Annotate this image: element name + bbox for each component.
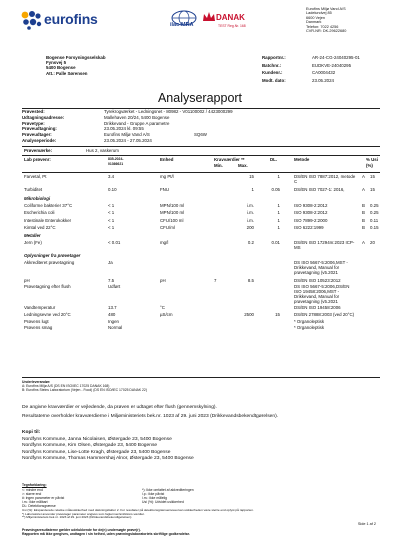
legend-note: **) Miljøministeriets bek.nr. 1023 af 29. juni 2023 (Drikkevandsbekendtgørelsen) bbox=[22, 515, 132, 520]
cell-dl: 0.01 bbox=[271, 239, 280, 245]
cell-method: ISO 6222:1999 bbox=[294, 225, 324, 231]
cell-dl: 1 bbox=[277, 203, 280, 208]
cell-unit: pH bbox=[160, 277, 166, 283]
company-block bbox=[306, 7, 346, 33]
customer-name: Bogense Forsyningsselskab bbox=[46, 55, 106, 60]
meta-value: 23.05.2024 bbox=[312, 77, 334, 83]
section-title: Oplysninger fra prøvetager bbox=[24, 252, 81, 258]
cell-name: Farvetal, Pt bbox=[24, 174, 47, 179]
cell-acc: A bbox=[362, 174, 365, 179]
sub-title: Underleverandør: bbox=[22, 380, 51, 384]
cell-method: * Organoleptisk bbox=[294, 318, 325, 324]
statements bbox=[22, 405, 380, 420]
cell-unit: °C bbox=[160, 304, 165, 310]
cell-name: Coliforme bakterier 37°C bbox=[24, 203, 73, 208]
cell-unit: µS/cm bbox=[160, 311, 173, 317]
cell-name: Akkrediteret prøvetagning bbox=[24, 259, 75, 265]
legend-item: Usi (%): Udvidet usikkerhed bbox=[142, 500, 184, 504]
cell-dl: 0.05 bbox=[271, 187, 280, 192]
divider bbox=[22, 146, 380, 147]
table-row bbox=[22, 174, 380, 187]
cell-name: Prøvetagning efter flush bbox=[24, 283, 71, 289]
cell-val: Ingen bbox=[108, 318, 119, 324]
cell-name: Turbiditet bbox=[24, 187, 43, 192]
meta-label: Kundenr.: bbox=[262, 70, 283, 76]
cell-method: DS/EN ISO 10523:2012 bbox=[294, 277, 341, 283]
company-line: 6600 Vejen bbox=[306, 15, 326, 20]
cell-max: 200 bbox=[246, 225, 254, 231]
cell-dl: 1 bbox=[277, 217, 280, 223]
cell-val: < 1 bbox=[108, 225, 115, 231]
cell-name: Jern (Fe) bbox=[24, 239, 42, 245]
cell-usi: 0.25 bbox=[370, 203, 379, 208]
sample-info bbox=[22, 109, 380, 144]
info-value: Eurofins Miljø Vand A/S bbox=[104, 132, 150, 138]
cell-max: 1 bbox=[251, 187, 254, 192]
meta-value: EUDKVE-24040295 bbox=[312, 62, 352, 68]
cell-val: 7.5 bbox=[108, 277, 115, 283]
th-lab: Lab prøvenr: bbox=[24, 157, 51, 162]
info-value: Mallehaven 20/24, 5400 Bogense bbox=[104, 114, 170, 120]
copies-title: Kopi til: bbox=[22, 430, 41, 435]
danak-sub: TEST Reg.Nr. 168 bbox=[218, 24, 246, 28]
results-table bbox=[22, 174, 380, 374]
cell-acc: A bbox=[362, 239, 365, 245]
footer-line: Rapporten må ikke gengives, undtagen i sin helhed, uden prøvningslaboratoriets skriftlige godkendelse. bbox=[22, 532, 191, 536]
th-dl: DL. bbox=[270, 157, 278, 162]
info-label: Prøvetype: bbox=[22, 120, 45, 126]
cell-method: DS/EN ISO 7027-1: 2016, bbox=[294, 187, 345, 192]
th-min: Min. bbox=[214, 163, 223, 168]
customer-att: Att.: Palle Sørensen bbox=[46, 70, 88, 76]
section-heading bbox=[22, 233, 380, 240]
cell-val: 480 bbox=[108, 311, 116, 317]
divider bbox=[22, 172, 380, 173]
cell-max: i.m. bbox=[246, 217, 254, 223]
meta-value: CA0004432 bbox=[312, 70, 336, 76]
table-row bbox=[22, 312, 380, 319]
section-title: Mikrobiologi bbox=[24, 196, 51, 201]
cell-method: ISO 9308-2:2012 bbox=[294, 203, 328, 208]
legend-note: *) Laboratoriet anvender prøvetager parameter angives som fagtermer/ambitions-værdier. bbox=[22, 511, 145, 516]
cell-method: DS/EN ISO 19458:2006 bbox=[294, 304, 341, 310]
info-label: Prøvested: bbox=[22, 109, 45, 114]
cell-name: Ledningsevne ved 20°C bbox=[24, 311, 71, 317]
cell-method: DS/EN ISO 17294m:2023 ICP-MS bbox=[294, 239, 355, 250]
legend-item: *): Ikke omfattet af akkrediteringen bbox=[142, 488, 194, 492]
info-label: Prøveudtagning: bbox=[22, 126, 57, 132]
cell-val: Ja bbox=[108, 259, 113, 265]
cell-dl: 1 bbox=[277, 210, 280, 216]
cell-usi: 0.11 bbox=[370, 217, 379, 223]
table-header bbox=[22, 157, 380, 171]
cell-val: < 1 bbox=[108, 203, 115, 208]
eurofins-logo-icon bbox=[20, 10, 42, 30]
cell-usi: 0.15 bbox=[370, 225, 379, 231]
meta-label: Batchnr.: bbox=[262, 62, 282, 68]
cell-name: Escherichia coli bbox=[24, 210, 55, 216]
legend-item: DL: Detektionsgrænse bbox=[22, 504, 56, 508]
page-title: Analyserapport bbox=[157, 91, 243, 105]
cell-max: i.m. bbox=[246, 203, 254, 208]
cell-name: Prøvens lugt bbox=[24, 318, 49, 324]
th-sample-2: 01366621 bbox=[108, 162, 124, 166]
cell-max: i.m. bbox=[246, 210, 254, 216]
legend-item: >: større end bbox=[22, 492, 42, 496]
cell-min: 7 bbox=[214, 277, 217, 283]
cell-acc: B bbox=[362, 217, 365, 223]
table-row bbox=[22, 240, 380, 253]
cell-method: ISO 7899-2:2000 bbox=[294, 217, 328, 223]
cell-method: * Organoleptisk bbox=[294, 324, 325, 330]
legend-note: Usi (%): Ekspanderede relative måleusikkerhed med dækningsfaktor 2. For resultater på detektionsgrænseniveau kan usikkerheden være større end oplyst på rapporten. bbox=[22, 508, 254, 512]
cell-max: 2500 bbox=[244, 311, 254, 317]
cell-usi: 15 bbox=[370, 187, 375, 192]
footer-line: Prøvningsresultaterne gælder udelukkende for de(n) undersøgte prøve(r). bbox=[22, 528, 141, 532]
cell-unit: mg Pt/l bbox=[160, 174, 174, 179]
cell-name: Intestinale Enterokokker bbox=[24, 217, 72, 223]
info-label: Analyseperiode: bbox=[22, 137, 57, 143]
logo-text: eurofins bbox=[44, 11, 98, 27]
cell-usi: 0.25 bbox=[370, 210, 379, 216]
cell-val: 13.7 bbox=[108, 304, 117, 310]
footer bbox=[22, 522, 380, 536]
company-line: Ladelundvej 85 bbox=[306, 11, 332, 16]
cell-method: DS/EN 27888:2003 (ved 20°C) bbox=[294, 311, 355, 317]
info-label: Prøveudtager: bbox=[22, 132, 52, 138]
report-meta bbox=[262, 55, 382, 85]
cell-max: 15 bbox=[249, 174, 254, 179]
cell-dl: 1 bbox=[277, 225, 280, 231]
legend-item: i.p.: ikke påvist bbox=[142, 492, 165, 496]
section-heading bbox=[22, 196, 380, 203]
cell-name: Kimtal ved 22°C bbox=[24, 225, 56, 231]
legend-title: Tegnforklaring: bbox=[22, 483, 47, 487]
cell-usi: 20 bbox=[370, 239, 375, 245]
danak-text: DANAK bbox=[216, 13, 245, 22]
ilac-text: ilac-MRA bbox=[170, 22, 194, 28]
table-row bbox=[22, 210, 380, 217]
th-unit: Enhed bbox=[160, 157, 174, 162]
table-row bbox=[22, 225, 380, 232]
th-max: Max. bbox=[238, 163, 248, 168]
legend-item: i.m.: ikke målbart bbox=[22, 500, 48, 504]
cell-dl: 1 bbox=[277, 174, 280, 179]
cell-unit: MPN/100 ml bbox=[160, 203, 185, 208]
customer-street: Fynsvej 5 bbox=[46, 60, 67, 66]
cell-method: ISO 9308-2:2012 bbox=[294, 210, 328, 216]
statement: Resultaterne overholder kravværdierne i Miljøministeriets bek.nr. 1023 af 29. juni 2023 (Drikkevandsbekendtgørelsen). bbox=[22, 414, 279, 419]
cell-acc: B bbox=[362, 225, 365, 231]
company-line: Eurofins Miljø Vand A/S bbox=[306, 7, 346, 11]
mark-value: Hus 2, vaskerum bbox=[86, 148, 119, 153]
cell-unit: CFU/100 ml bbox=[160, 217, 184, 223]
table-row bbox=[22, 187, 380, 196]
page-number: Side 1 af 2 bbox=[357, 522, 376, 526]
statement: De angivne kravværdier er vejledende, da prøven er udtaget efter flush (gennemskylning). bbox=[22, 405, 217, 410]
cell-max: 8.5 bbox=[247, 277, 254, 283]
customer-address bbox=[46, 55, 106, 76]
info-label: Udtagningsadresse: bbox=[22, 114, 65, 120]
copies-line: Nordfyns Kommune, Thomas Hammershøj Alnor, Østergade 23, 5400 Bogense bbox=[22, 456, 194, 461]
info-extra: SQ6W bbox=[194, 132, 207, 138]
th-limits: Kravværdier ** bbox=[214, 157, 245, 162]
meta-label: Modt. dato: bbox=[262, 77, 286, 83]
mark-label: Prøvemærke: bbox=[24, 148, 53, 153]
sample-mark bbox=[22, 148, 380, 155]
copies-line: Nordfyns Kommune, Janna Nicolaisen, Østergade 23, 5400 Bogense bbox=[22, 436, 172, 442]
company-line: CVR-NR: DK-29622680 bbox=[306, 29, 347, 34]
cell-val: 3.4 bbox=[108, 174, 115, 179]
table-row bbox=[22, 305, 380, 312]
section-heading bbox=[22, 253, 380, 260]
info-value: Tyrekrogværket - Ledningsnet - 80982 - V01100002 / 4423000299 bbox=[104, 109, 233, 114]
company-line: Telefon: 7022 4256 bbox=[306, 24, 339, 29]
info-value: 23.05.2024 kl. 09:55 bbox=[104, 126, 144, 132]
section-title: Metaller bbox=[24, 232, 41, 238]
cell-acc: B bbox=[362, 203, 365, 208]
table-row bbox=[22, 260, 380, 278]
ilac-logo bbox=[170, 10, 198, 32]
cell-dl: 15 bbox=[275, 311, 280, 317]
meta-value: AR-24-CG-24040295-01 bbox=[312, 55, 360, 60]
cell-name: Vandtemperatur bbox=[24, 304, 56, 310]
cell-val: < 0.01 bbox=[108, 239, 121, 245]
table-row bbox=[22, 325, 380, 331]
cell-unit: mg/l bbox=[160, 239, 169, 245]
table-row bbox=[22, 284, 380, 305]
cell-name: Prøvens smag bbox=[24, 324, 53, 330]
cell-usi: 15 bbox=[370, 174, 375, 179]
cell-method: DS ISO 5667-5:2006,MST - Drikkevand, Manual for prøvetagning (v5.2021 bbox=[294, 259, 348, 275]
danak-crown-icon bbox=[202, 10, 216, 24]
cell-acc: B bbox=[362, 210, 365, 216]
cell-acc: A bbox=[362, 187, 365, 192]
cell-val: Normal bbox=[108, 324, 123, 330]
th-method: Metode bbox=[294, 157, 310, 162]
copies-line: Nordfyns Kommune, Lise-Lotte Kragh, Østergade 23, 5400 Bogense bbox=[22, 449, 171, 455]
meta-label: Rapportnr.: bbox=[262, 55, 286, 60]
cell-unit: CFU/ml bbox=[160, 225, 175, 231]
legend-item: #: ingen parameter er påvist bbox=[22, 496, 65, 500]
cell-val: < 1 bbox=[108, 217, 115, 223]
copies bbox=[22, 430, 194, 463]
divider bbox=[22, 155, 380, 156]
copies-line: Nordfyns Kommune, Kim Olsen, Østergade 23, 5400 Bogense bbox=[22, 443, 158, 448]
subcontractors bbox=[22, 380, 147, 392]
table-row bbox=[22, 203, 380, 210]
th-usi-1: % Usi bbox=[366, 157, 378, 162]
sub-line: A: Eurofins Miljø A/S (DS EN ISO/IEC 17025 DANAK 168) bbox=[22, 384, 110, 388]
legend bbox=[22, 483, 380, 520]
th-usi-2: (%) bbox=[366, 163, 373, 168]
cell-max: 0.2 bbox=[247, 239, 254, 245]
danak-logo bbox=[202, 10, 252, 34]
legend-item: i.m.: ikke målelig bbox=[142, 496, 168, 500]
cell-name: pH bbox=[24, 277, 30, 283]
info-value: Drikkevand - Gruppe A parametre bbox=[104, 120, 170, 126]
cell-method: DS ISO 5667-5:2006,DS/EN ISO 19458:2006,MST - Drikkevand, Manual for prøvetagning (v5.2021 bbox=[294, 283, 350, 305]
divider bbox=[22, 377, 380, 378]
sub-line: B: Eurofins Steins Laboratorium (Vejen - Food) (DS EN ISO/IEC 17025 DANAK 22) bbox=[22, 388, 147, 392]
info-value: 23.05.2024 - 27.05.2024 bbox=[104, 137, 152, 143]
customer-city: 5400 Bogense bbox=[46, 65, 76, 71]
cell-unit: FNU bbox=[160, 187, 170, 192]
eurofins-logo bbox=[20, 10, 130, 30]
legend-item: <: mindre end bbox=[22, 488, 43, 492]
cell-val: 0.10 bbox=[108, 187, 117, 192]
th-sample-1: 835-2024- bbox=[108, 157, 124, 161]
company-line: Danmark bbox=[306, 20, 322, 25]
cell-method: DS/EN ISO 7887:2012, metode C bbox=[294, 174, 356, 185]
cell-val: < 1 bbox=[108, 210, 115, 216]
table-row bbox=[22, 218, 380, 225]
cell-unit: MPN/100 ml bbox=[160, 210, 185, 216]
cell-val: Udført bbox=[108, 283, 121, 289]
